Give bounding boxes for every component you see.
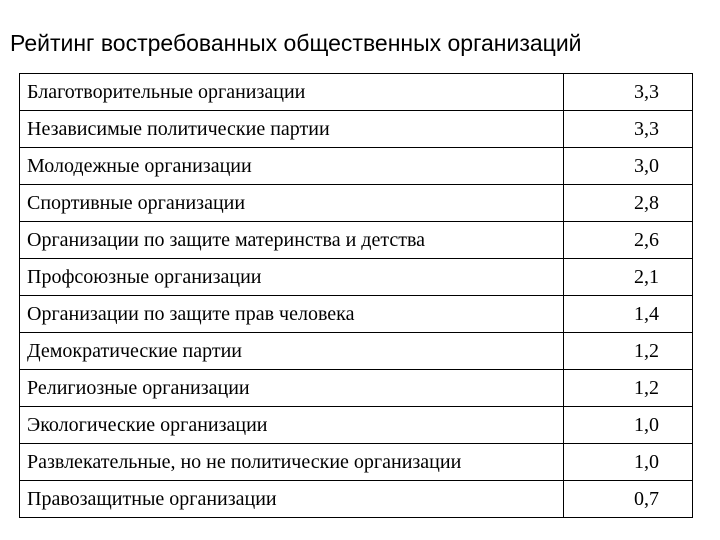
rating-value: 3,3 [564,74,693,111]
organization-name: Независимые политические партии [20,111,564,148]
rating-value: 3,3 [564,111,693,148]
organization-name: Демократические партии [20,333,564,370]
rating-table-body [20,74,693,518]
organization-name: Благотворительные организации [20,74,564,111]
table-row [20,111,693,148]
rating-value: 2,1 [564,259,693,296]
rating-table [19,73,693,518]
rating-value: 3,0 [564,148,693,185]
rating-value: 1,2 [564,370,693,407]
organization-name: Религиозные организации [20,370,564,407]
table-row [20,444,693,481]
organization-name: Организации по защите прав человека [20,296,564,333]
rating-value: 1,0 [564,444,693,481]
rating-value: 1,2 [564,333,693,370]
rating-value: 0,7 [564,481,693,518]
table-row [20,185,693,222]
rating-value: 2,6 [564,222,693,259]
table-row [20,222,693,259]
organization-name: Правозащитные организации [20,481,564,518]
table-row [20,407,693,444]
table-row [20,333,693,370]
table-row [20,74,693,111]
organization-name: Профсоюзные организации [20,259,564,296]
rating-value: 1,0 [564,407,693,444]
organization-name: Экологические организации [20,407,564,444]
page-title: Рейтинг востребованных общественных организаций [10,30,582,56]
organization-name: Спортивные организации [20,185,564,222]
table-row [20,296,693,333]
organization-name: Организации по защите материнства и детства [20,222,564,259]
rating-value: 2,8 [564,185,693,222]
table-row [20,370,693,407]
organization-name: Молодежные организации [20,148,564,185]
table-row [20,259,693,296]
table-row [20,481,693,518]
organization-name: Развлекательные, но не политические организации [20,444,564,481]
rating-value: 1,4 [564,296,693,333]
table-row [20,148,693,185]
